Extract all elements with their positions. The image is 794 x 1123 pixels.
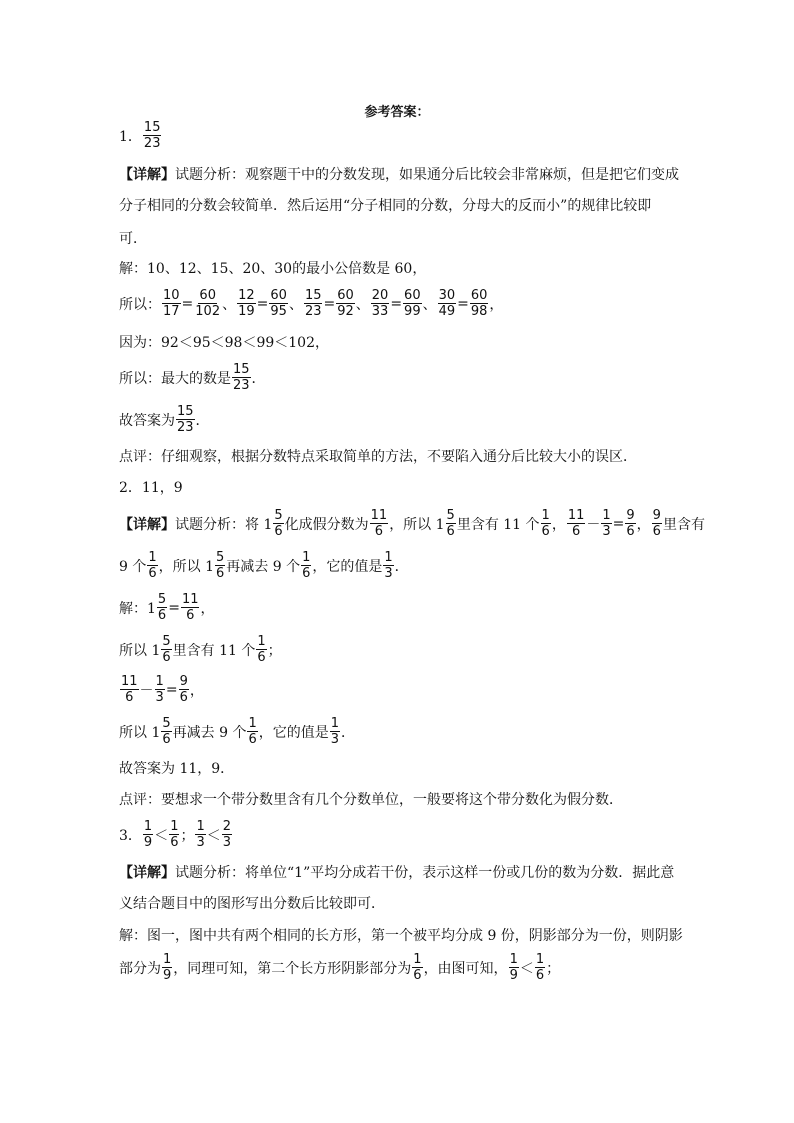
fraction: $\frac{11}{6}$ (181, 592, 199, 623)
text: ， (551, 516, 566, 533)
separator: 、 (288, 296, 303, 313)
fraction: $\frac{5}{6}$ (162, 634, 171, 665)
q3-solution-line-1: 解：图一，图中共有两个相同的长方形，第一个被平均分成 9 份，阴影部分为一份，则阴影 (119, 928, 683, 944)
equation-right-fraction: $\frac{60}{95}$ (270, 288, 287, 319)
q1-detail-text-1: 试题分析：观察题干中的分数发现，如果通分后比较会非常麻烦，但是把它们变成 (175, 167, 679, 183)
equation-left-fraction: $\frac{30}{49}$ (438, 288, 456, 319)
fraction: $\frac{1}{6}$ (302, 550, 311, 581)
text: 所以 1 (119, 642, 161, 659)
fraction: $\frac{9}{6}$ (626, 508, 635, 539)
fraction: $\frac{1}{3}$ (602, 508, 611, 539)
equals-sign: = (323, 295, 336, 312)
q3-detail-text-1: 试题分析：将单位“1”平均分成若干份，表示这样一份或几份的数为分数．据此意 (175, 865, 675, 881)
less-than-sign: ＜ (206, 827, 221, 844)
q2-header: 2．11，9 (119, 480, 183, 496)
equation-left-fraction: $\frac{10}{17}$ (163, 288, 180, 319)
fraction: $\frac{1}{3}$ (155, 674, 164, 705)
q1-equation-list (161, 288, 503, 319)
q1-so-prefix: 所以： (119, 296, 161, 313)
equation-right-fraction: $\frac{60}{99}$ (404, 288, 421, 319)
fraction: $\frac{5}{6}$ (157, 592, 167, 623)
separator: 、 (222, 296, 237, 313)
less-than-sign: ＜ (154, 827, 169, 844)
q2-answer: 故答案为 11，9． (119, 761, 235, 777)
q3-header (119, 819, 233, 850)
fraction: $\frac{1}{6}$ (413, 952, 422, 983)
fraction: $\frac{1}{6}$ (541, 508, 550, 539)
detail-tag: 【详解】 (119, 865, 175, 881)
equation-left-fraction: $\frac{20}{33}$ (371, 288, 389, 319)
period: ． (195, 412, 210, 429)
minus-sign: － (139, 682, 154, 699)
equation-right-fraction: $\frac{60}{102}$ (195, 288, 221, 319)
text: ， (636, 516, 651, 533)
q1-answer-line (119, 404, 210, 435)
equation-right-fraction: $\frac{60}{92}$ (337, 288, 354, 319)
fraction: $\frac{1}{6}$ (248, 716, 257, 747)
equals-sign: = (612, 515, 625, 532)
text: 9 个 (119, 558, 147, 575)
q2-detail-line-2 (119, 550, 409, 581)
q2-comment: 点评：要想求一个带分数里含有几个分数单位，一般要将这个带分数化为假分数． (119, 792, 623, 808)
fraction: $\frac{11}{6}$ (121, 674, 138, 705)
q1-detail-line-1 (119, 164, 679, 184)
fraction: $\frac{5}{6}$ (446, 508, 455, 539)
text: 化成假分数为 (284, 516, 369, 533)
equals-sign: = (390, 295, 403, 312)
separator: 、 (355, 296, 370, 313)
q3-detail-line-1 (119, 862, 674, 882)
detail-tag: 【详解】 (119, 167, 175, 183)
fraction: $\frac{1}{9}$ (163, 952, 172, 983)
equation-right-fraction: $\frac{60}{98}$ (470, 288, 488, 319)
q1-detail-line-2: 分子相同的分数会较简单．然后运用“分子相同的分数，分母大的反而小”的规律比较即 (119, 198, 652, 214)
fraction: $\frac{1}{3}$ (330, 716, 340, 747)
text: 里含有 11 个 (172, 642, 256, 659)
period: ． (251, 370, 266, 387)
equals-sign: = (457, 295, 469, 312)
equation-left-fraction: $\frac{15}{23}$ (304, 288, 322, 319)
text: 所以 1 (119, 724, 161, 741)
fraction: $\frac{1}{6}$ (148, 550, 157, 581)
text: ； (546, 960, 561, 977)
text: 里含有 (662, 516, 705, 533)
equation-left-fraction: $\frac{12}{19}$ (238, 288, 255, 319)
fraction: $\frac{1}{9}$ (509, 952, 518, 983)
text: ，同理可知，第二个长方形阴影部分为 (173, 960, 412, 977)
fraction: $\frac{5}{6}$ (216, 550, 225, 581)
text: ． (394, 558, 409, 575)
q1-because-line: 因为：92＜95＜98＜99＜102， (119, 335, 329, 351)
text: ，它的值是 (312, 558, 383, 575)
q1-detail-line-3: 可． (119, 231, 147, 247)
separator: 、 (422, 296, 437, 313)
q3-number: 3． (119, 827, 142, 844)
fraction: $\frac{5}{6}$ (274, 508, 283, 539)
q1-solution-line-1: 解：10、12、15、20、30的最小公倍数是 60， (119, 261, 427, 277)
fraction: $\frac{9}{6}$ (652, 508, 661, 539)
page-title: 参考答案： (364, 105, 430, 120)
text: ，它的值是 (258, 724, 329, 741)
q2-solution-line-3 (119, 674, 204, 705)
fraction: $\frac{1}{6}$ (257, 634, 266, 665)
q1-answer-prefix: 故答案为 (119, 412, 175, 429)
q1-answer-fraction: $\frac{15}{23}$ (143, 120, 161, 151)
q1-comment: 点评：仔细观察，根据分数特点采取简单的方法，不要陷入通分后比较大小的误区． (119, 449, 637, 465)
q1-number: 1． (119, 128, 142, 145)
separator: ， (489, 296, 504, 313)
q2-solution-line-1 (119, 592, 214, 623)
fraction: $\frac{1}{9}$ (143, 819, 153, 850)
fraction: $\frac{1}{6}$ (170, 819, 179, 850)
minus-sign: － (586, 516, 601, 533)
equals-sign: = (256, 295, 269, 312)
q1-max-fraction: $\frac{15}{23}$ (233, 362, 250, 393)
text: 试题分析：将 1 (175, 516, 273, 533)
q2-solution-line-2 (119, 634, 282, 665)
detail-tag: 【详解】 (119, 516, 175, 533)
text: 再减去 9 个 (172, 724, 247, 741)
text: ； (180, 827, 195, 844)
fraction: $\frac{1}{6}$ (535, 952, 545, 983)
equals-sign: = (168, 599, 180, 616)
q1-answer-line-fraction: $\frac{15}{23}$ (177, 404, 194, 435)
text: ，所以 1 (158, 558, 214, 575)
fraction: $\frac{1}{3}$ (384, 550, 393, 581)
fraction: $\frac{5}{6}$ (162, 716, 171, 747)
q1-header (119, 120, 162, 151)
equals-sign: = (165, 681, 178, 698)
text: 里含有 11 个 (456, 516, 540, 533)
fraction: $\frac{2}{3}$ (222, 819, 232, 850)
text: ， (189, 682, 204, 699)
text: ， (200, 600, 215, 617)
q1-max-prefix: 所以：最大的数是 (119, 370, 231, 387)
q3-solution-line-2 (119, 952, 560, 983)
text: ． (341, 724, 356, 741)
fraction: $\frac{9}{6}$ (179, 674, 188, 705)
fraction: $\frac{11}{6}$ (370, 508, 388, 539)
text: 部分为 (119, 960, 161, 977)
text: ； (267, 642, 282, 659)
q2-detail-line-1 (119, 508, 705, 539)
q3-detail-line-2: 义结合题目中的图形写出分数后比较即可． (119, 896, 385, 912)
less-than-sign: ＜ (519, 960, 534, 977)
fraction: $\frac{1}{3}$ (196, 819, 205, 850)
text: 解：1 (119, 600, 156, 617)
text: ，由图可知， (423, 960, 508, 977)
fraction: $\frac{11}{6}$ (567, 508, 585, 539)
text: ，所以 1 (389, 516, 445, 533)
q1-equations-line (119, 288, 503, 319)
text: 再减去 9 个 (226, 558, 301, 575)
q1-max-line (119, 362, 266, 393)
q2-solution-line-4 (119, 716, 355, 747)
equals-sign: = (181, 295, 194, 312)
